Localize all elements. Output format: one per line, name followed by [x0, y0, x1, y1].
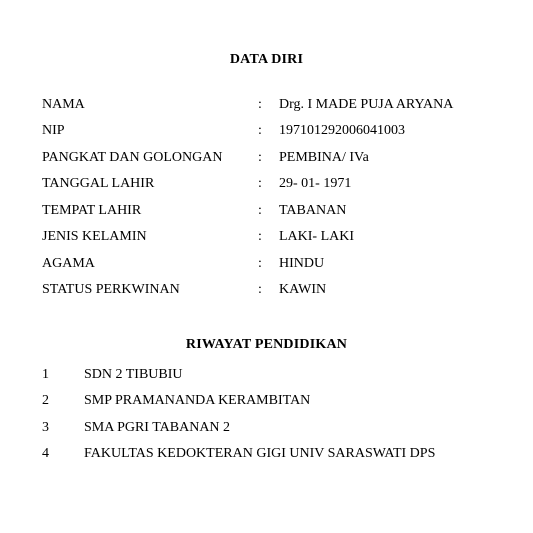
education-number: 3: [42, 420, 49, 435]
field-separator: :: [258, 97, 262, 112]
field-label: NAMA: [42, 97, 85, 112]
education-name: SDN 2 TIBUBIU: [84, 367, 183, 382]
field-value: PEMBINA/ IVa: [279, 150, 369, 165]
education-number: 4: [42, 446, 49, 461]
education-number: 1: [42, 367, 49, 382]
field-label: NIP: [42, 123, 65, 138]
field-value: 29- 01- 1971: [279, 176, 352, 191]
field-separator: :: [258, 150, 262, 165]
field-separator: :: [258, 282, 262, 297]
field-value: 197101292006041003: [279, 123, 405, 138]
field-separator: :: [258, 229, 262, 244]
field-separator: :: [258, 203, 262, 218]
field-value: TABANAN: [279, 203, 347, 218]
education-name: SMA PGRI TABANAN 2: [84, 420, 231, 435]
section-title-data-diri: DATA DIRI: [229, 52, 304, 67]
section-title-riwayat-pendidikan: RIWAYAT PENDIDIKAN: [185, 337, 348, 352]
field-label: PANGKAT DAN GOLONGAN: [42, 150, 223, 165]
education-name: FAKULTAS KEDOKTERAN GIGI UNIV SARASWATI DPS: [84, 446, 436, 461]
field-value: Drg. I MADE PUJA ARYANA: [279, 97, 454, 112]
field-label: AGAMA: [42, 256, 95, 271]
education-name: SMP PRAMANANDA KERAMBITAN: [84, 393, 311, 408]
field-value: LAKI- LAKI: [279, 229, 355, 244]
field-separator: :: [258, 256, 262, 271]
field-label: TANGGAL LAHIR: [42, 176, 155, 191]
field-label: TEMPAT LAHIR: [42, 203, 142, 218]
field-value: HINDU: [279, 256, 325, 271]
field-separator: :: [258, 123, 262, 138]
field-value: KAWIN: [279, 282, 327, 297]
field-label: STATUS PERKWINAN: [42, 282, 180, 297]
field-separator: :: [258, 176, 262, 191]
education-number: 2: [42, 393, 49, 408]
field-label: JENIS KELAMIN: [42, 229, 147, 244]
